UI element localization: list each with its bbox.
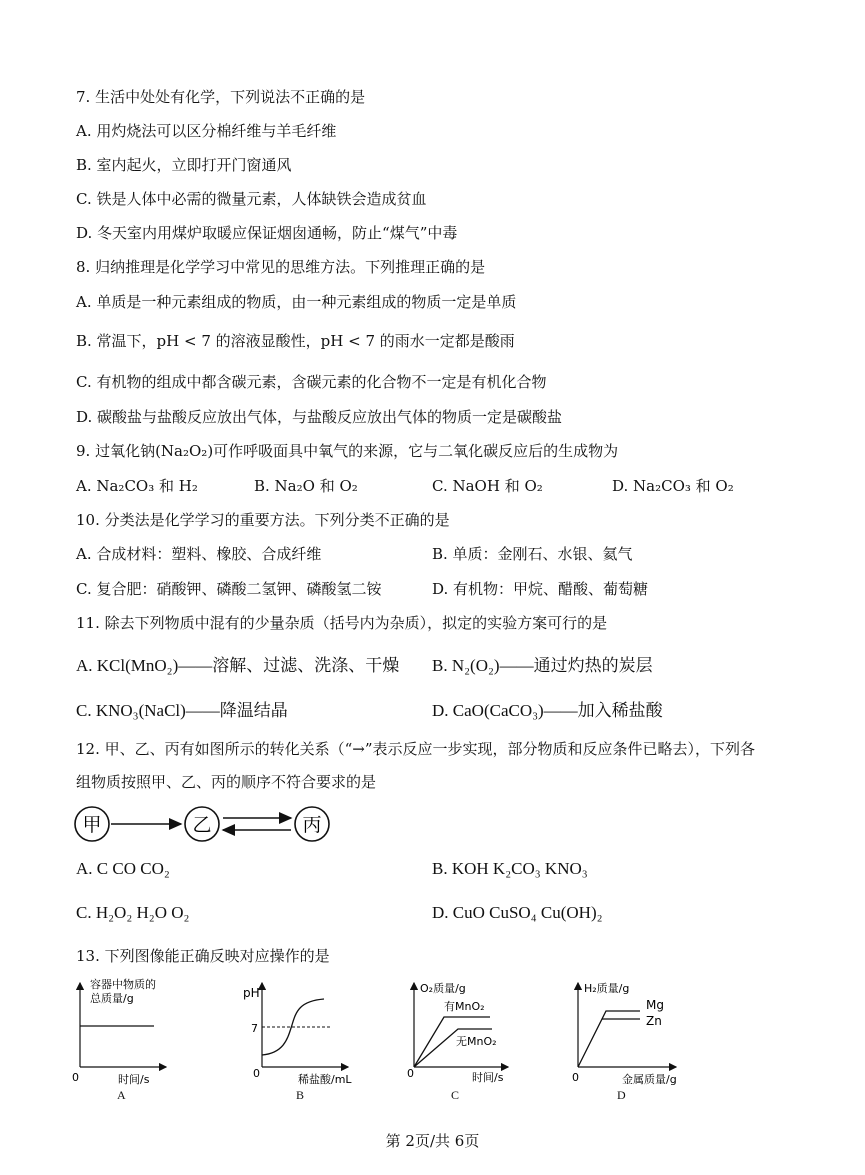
q8-option-a: A. 单质是一种元素组成的物质，由一种元素组成的物质一定是单质 <box>76 293 517 311</box>
graph-d-ylabel: H₂质量/g <box>584 982 630 995</box>
graph-d-xlabel: 金属质量/g <box>622 1073 677 1086</box>
graph-d-label-mg: Mg <box>646 998 664 1012</box>
q9-stem: 9. 过氧化钠(Na₂O₂)可作呼吸面具中氧气的来源，它与二氧化碳反应后的生成物为 <box>76 442 619 460</box>
q10-option-c: C. 复合肥：硝酸钾、磷酸二氢钾、磷酸氢二铵 <box>76 580 382 598</box>
q12-option-c: C. H₂O₂ H₂O O₂ <box>76 903 190 922</box>
q11-option-c: C. KNO₃(NaCl)——降温结晶 <box>76 701 288 720</box>
q7-option-d: D. 冬天室内用煤炉取暖应保证烟囱通畅，防止“煤气”中毒 <box>76 224 458 242</box>
graph-c-origin: 0 <box>407 1067 414 1080</box>
graph-c-label-without: 无MnO₂ <box>456 1035 497 1048</box>
q9-option-b: B. Na₂O 和 O₂ <box>254 477 358 495</box>
graph-c <box>400 975 515 1090</box>
graph-c-label-with: 有MnO₂ <box>444 1000 485 1013</box>
page-number: 第 2页/共 6页 <box>385 1132 480 1150</box>
q12-stem-line2: 组物质按照甲、乙、丙的顺序不符合要求的是 <box>76 773 377 791</box>
q8-option-c: C. 有机物的组成中都含碳元素，含碳元素的化合物不一定是有机化合物 <box>76 373 547 391</box>
q9-option-a: A. Na₂CO₃ 和 H₂ <box>76 477 198 495</box>
q11-stem: 11. 除去下列物质中混有的少量杂质（括号内为杂质），拟定的实验方案可行的是 <box>76 614 608 632</box>
graph-c-ylabel: O₂质量/g <box>420 982 466 995</box>
q13-stem: 13. 下列图像能正确反映对应操作的是 <box>76 947 330 965</box>
graph-d-origin: 0 <box>572 1071 579 1084</box>
graph-d-label-zn: Zn <box>646 1014 662 1028</box>
q10-option-a: A. 合成材料：塑料、橡胶、合成纤维 <box>76 545 322 563</box>
q8-stem: 8. 归纳推理是化学学习中常见的思维方法。下列推理正确的是 <box>76 258 486 276</box>
graph-c-caption: C <box>451 1088 460 1102</box>
graph-a-ylabel-2: 总质量/g <box>90 992 134 1005</box>
graph-a-caption: A <box>117 1088 126 1102</box>
q11-option-b: B. N₂(O₂)——通过灼热的炭层 <box>432 656 653 675</box>
node-yi-label: 乙 <box>192 814 212 836</box>
graph-b-ylabel: pH <box>243 986 260 1000</box>
graph-b-origin: 0 <box>253 1067 260 1080</box>
node-jia-label: 甲 <box>82 814 102 836</box>
node-bing-label: 丙 <box>302 814 322 836</box>
graph-b-tick-7: 7 <box>251 1022 258 1035</box>
graph-d-caption: D <box>617 1088 626 1102</box>
q12-option-d: D. CuO CuSO₄ Cu(OH)₂ <box>432 903 603 922</box>
q7-stem: 7. 生活中处处有化学，下列说法不正确的是 <box>76 88 366 106</box>
graph-a <box>62 975 172 1090</box>
graph-a-ylabel-1: 容器中物质的 <box>90 978 156 991</box>
q7-option-a: A. 用灼烧法可以区分棉纤维与羊毛纤维 <box>76 122 337 140</box>
graph-d <box>566 975 691 1090</box>
q8-option-d: D. 碳酸盐与盐酸反应放出气体，与盐酸反应放出气体的物质一定是碳酸盐 <box>76 408 563 426</box>
q10-option-d: D. 有机物：甲烷、醋酸、葡萄糖 <box>432 580 649 598</box>
q12-option-a: A. C CO CO₂ <box>76 859 170 878</box>
q7-option-b: B. 室内起火，立即打开门窗通风 <box>76 156 292 174</box>
q9-option-c: C. NaOH 和 O₂ <box>432 477 543 495</box>
q12-stem-line1: 12. 甲、乙、丙有如图所示的转化关系（“→”表示反应一步实现，部分物质和反应条件已略去），下列各 <box>76 740 756 758</box>
q9-option-d: D. Na₂CO₃ 和 O₂ <box>612 477 734 495</box>
q11-option-a: A. KCl(MnO₂)——溶解、过滤、洗涤、干燥 <box>76 656 400 675</box>
q8-option-b: B. 常温下，pH < 7 的溶液显酸性，pH < 7 的雨水一定都是酸雨 <box>76 332 515 350</box>
q11-option-d: D. CaO(CaCO₃)——加入稀盐酸 <box>432 701 663 720</box>
graph-a-origin: 0 <box>72 1071 79 1084</box>
graph-b-caption: B <box>296 1088 305 1102</box>
graph-c-xlabel: 时间/s <box>472 1071 504 1084</box>
graph-b-xlabel: 稀盐酸/mL <box>298 1073 352 1086</box>
graph-a-xlabel: 时间/s <box>118 1073 150 1086</box>
graph-b <box>240 975 355 1090</box>
q10-stem: 10. 分类法是化学学习的重要方法。下列分类不正确的是 <box>76 511 450 529</box>
q7-option-c: C. 铁是人体中必需的微量元素，人体缺铁会造成贫血 <box>76 190 427 208</box>
q12-transformation-diagram <box>70 800 340 848</box>
q10-option-b: B. 单质：金刚石、水银、氦气 <box>432 545 633 563</box>
q12-option-b: B. KOH K₂CO₃ KNO₃ <box>432 859 588 878</box>
